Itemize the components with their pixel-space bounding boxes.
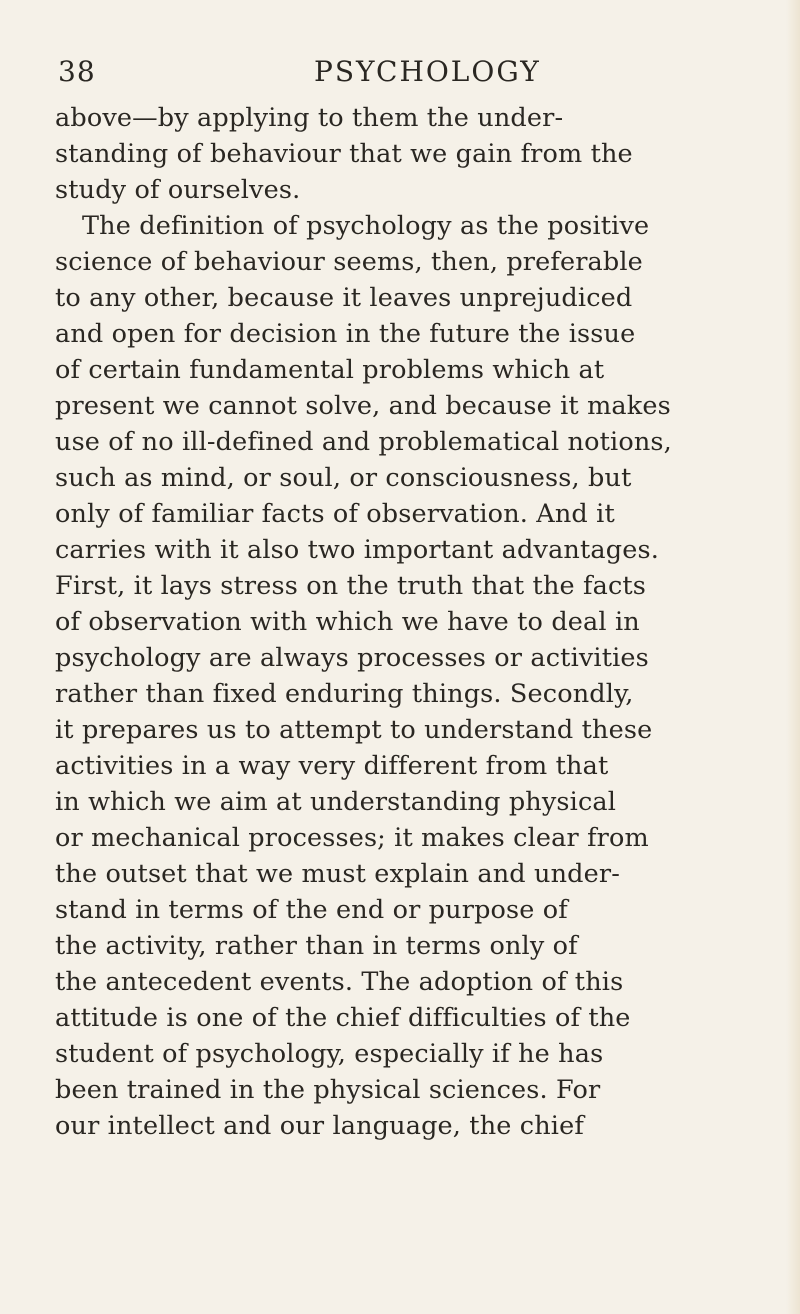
text-line: of certain fundamental problems which at [55,355,605,385]
text-line: the antecedent events. The adoption of this [55,967,624,997]
text-line: to any other, because it leaves unprejudiced [55,283,633,313]
text-line: or mechanical processes; it makes clear from [55,823,649,853]
text-line: such as mind, or soul, or consciousness, but [55,463,632,493]
body-text [55,100,765,1144]
text-line: our intellect and our language, the chief [55,1111,584,1141]
text-line: only of familiar facts of observation. And it [55,499,615,529]
text-line: activities in a way very different from that [55,751,609,781]
page-edge [786,0,800,1314]
text-line: and open for decision in the future the issue [55,319,636,349]
text-line: student of psychology, especially if he has [55,1039,604,1069]
text-line: been trained in the physical sciences. For [55,1075,601,1105]
text-line: First, it lays stress on the truth that the facts [55,571,647,601]
text-line: psychology are always processes or activities [55,643,649,673]
text-line: use of no ill-defined and problematical notions, [55,427,672,457]
text-line: science of behaviour seems, then, preferable [55,247,643,277]
text-line: study of ourselves. [55,175,301,205]
text-line: attitude is one of the chief difficulties of the [55,1003,631,1033]
text-line: stand in terms of the end or purpose of [55,895,568,925]
running-head [58,52,758,92]
text-line: above—by applying to them the under- [55,103,564,133]
text-line: in which we aim at understanding physical [55,787,617,817]
running-title: PSYCHOLOGY [314,55,541,88]
text-line: carries with it also two important advantages. [55,535,659,565]
text-line: the outset that we must explain and under- [55,859,620,889]
text-line: standing of behaviour that we gain from the [55,139,633,169]
page-number: 38 [58,55,96,88]
text-line: present we cannot solve, and because it makes [55,391,671,421]
text-line: it prepares us to attempt to understand these [55,715,653,745]
paragraph-start-line: The definition of psychology as the positive [82,211,650,241]
text-line: rather than fixed enduring things. Secondly, [55,679,634,709]
text-line: of observation with which we have to deal in [55,607,640,637]
text-line: the activity, rather than in terms only of [55,931,578,961]
